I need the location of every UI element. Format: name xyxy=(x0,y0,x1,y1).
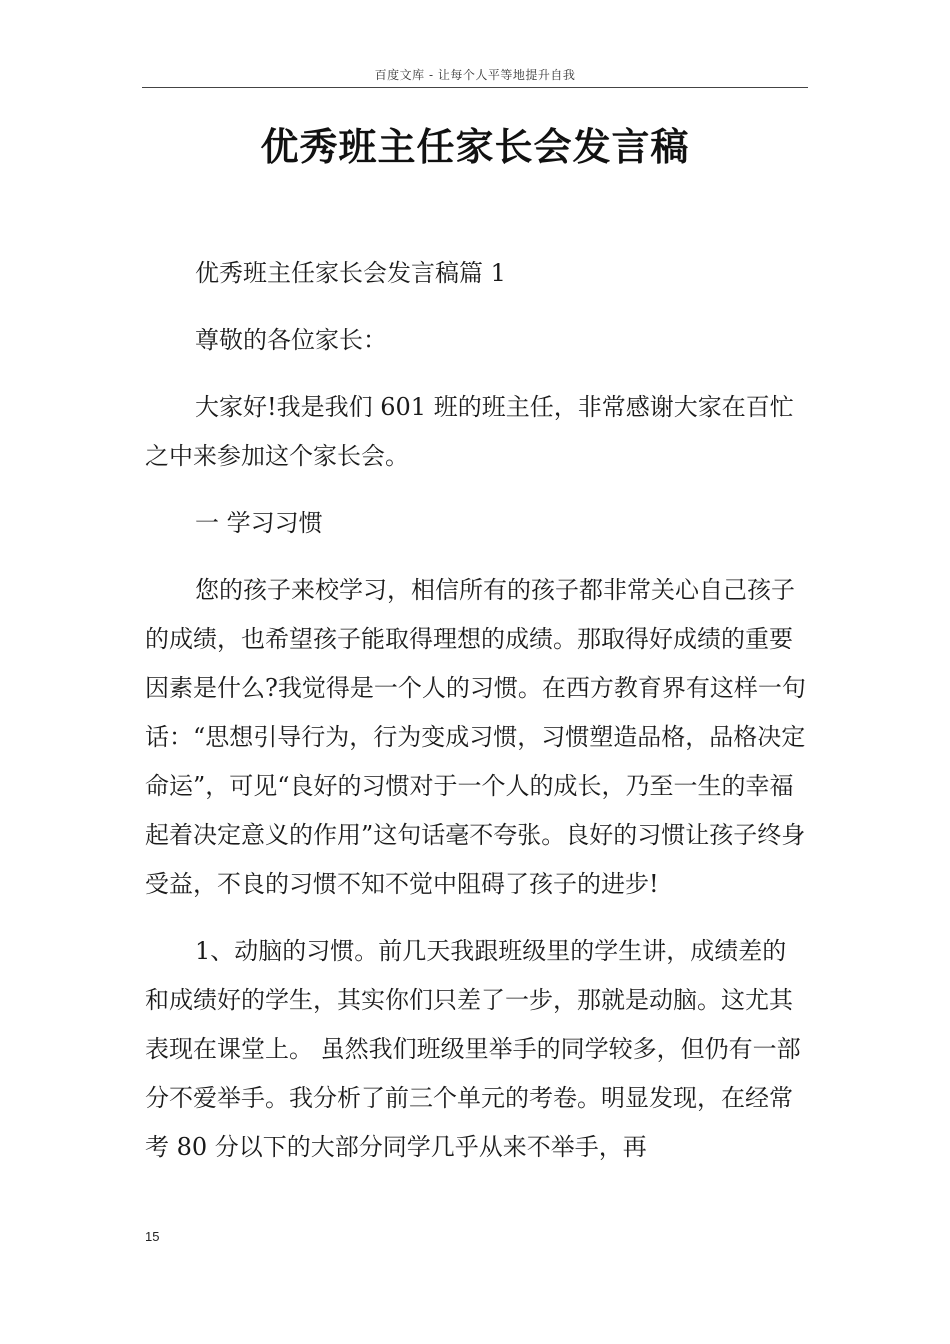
document-title: 优秀班主任家长会发言稿 xyxy=(260,124,690,169)
salutation: 尊敬的各位家长： xyxy=(195,326,387,354)
body-paragraph: 大家好!我是我们 601 班的班主任，非常感谢大家在百忙之中来参加这个家长会。 xyxy=(145,393,794,470)
subsection-heading: 一 学习习惯 xyxy=(195,509,323,537)
page-number: 15 xyxy=(145,1229,160,1244)
header-divider xyxy=(142,87,808,88)
document-body xyxy=(145,249,807,1172)
page-header: 百度文库 - 让每个人平等地提升自我 xyxy=(374,68,576,82)
section-heading: 优秀班主任家长会发言稿篇 1 xyxy=(195,259,506,287)
body-paragraph: 您的孩子来校学习，相信所有的孩子都非常关心自己孩子的成绩，也希望孩子能取得理想的成绩。那取得好成绩的重要因素是什么?我觉得是一个人的习惯。在西方教育界有这样一句话：“思想引导行为，行为变成习惯，习惯塑造品格，品格决定命运”，可见“良好的习惯对于一个人的成长，乃至一生的幸福起着决定意义的作用”这句话毫不夸张。良好的习惯让孩子终身受益，不良的习惯不知不觉中阻碍了孩子的进步! xyxy=(145,576,806,898)
body-paragraph: 1、动脑的习惯。前几天我跟班级里的学生讲，成绩差的和成绩好的学生，其实你们只差了一步，那就是动脑。这尤其表现在课堂上。 虽然我们班级里举手的同学较多，但仍有一部分不爱举手。我分析了前三个单元的考卷。明显发现，在经常考 80 分以下的大部分同学几乎从来不举手，再 xyxy=(145,937,801,1161)
